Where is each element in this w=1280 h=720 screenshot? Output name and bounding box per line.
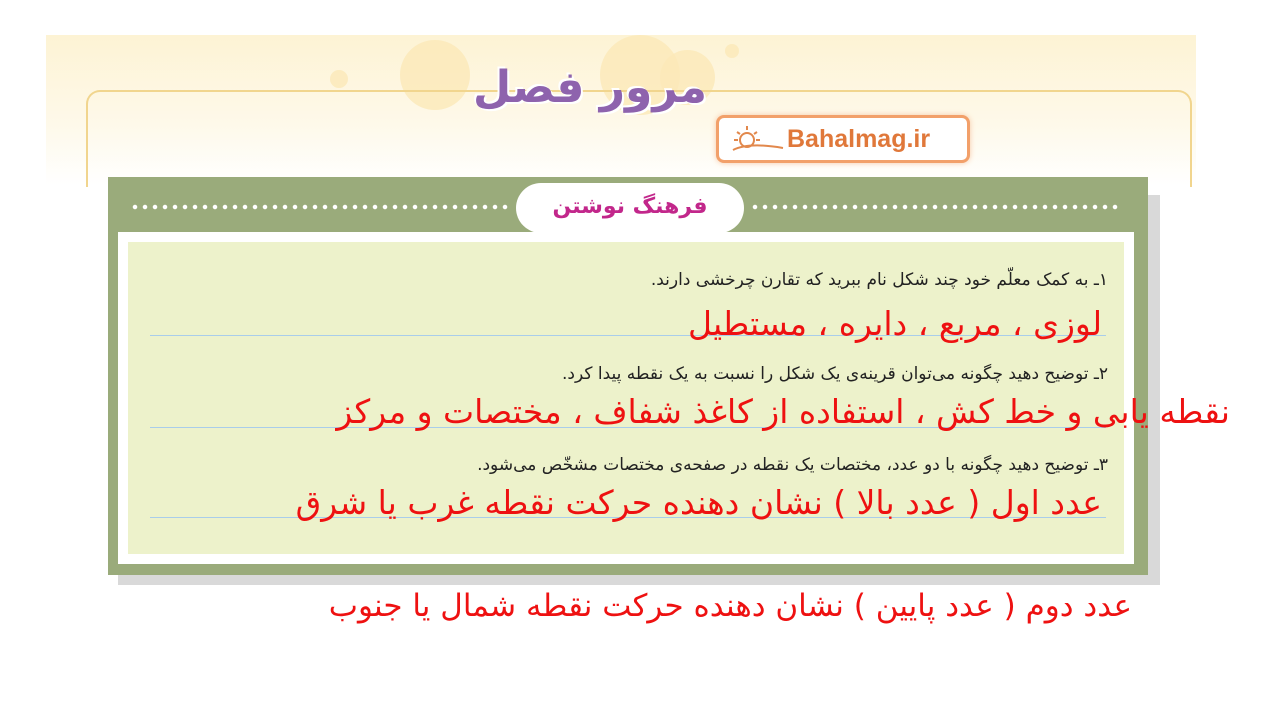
answer-text: عدد اول ( عدد بالا ) نشان دهنده حرکت نقطه غرب یا شرق (295, 483, 1102, 522)
question-text: ۲ـ توضیح دهید چگونه می‌توان قرینه‌ی یک شکل را نسبت به یک نقطه پیدا کرد. (562, 364, 1108, 384)
decor-bubble (725, 44, 739, 58)
page-title: مرور فصل (472, 62, 708, 113)
logo-text[interactable]: Bahalmag.ir (787, 124, 931, 153)
site-logo (716, 115, 970, 163)
sun-logo-icon (729, 122, 787, 156)
section-title: فرهنگ نوشتن (516, 183, 744, 233)
dotted-line-right (750, 202, 1120, 212)
extra-answer-text: عدد دوم ( عدد پایین ) نشان دهنده حرکت نقطه شمال یا جنوب (328, 588, 1132, 624)
answer-text: نقطه یابی و خط کش ، استفاده از کاغذ شفاف ، مختصات و مرکز (336, 392, 1230, 431)
question-text: ۱ـ به کمک معلّم خود چند شکل نام ببرید که تقارن چرخشی دارند. (650, 270, 1108, 290)
answer-text: لوزی ، مربع ، دایره ، مستطیل (687, 304, 1102, 343)
question-text: ۳ـ توضیح دهید چگونه با دو عدد، مختصات یک نقطه در صفحه‌ی مختصات مشخّص می‌شود. (477, 455, 1108, 475)
dotted-line-left (130, 202, 510, 212)
decor-bubble (330, 70, 348, 88)
